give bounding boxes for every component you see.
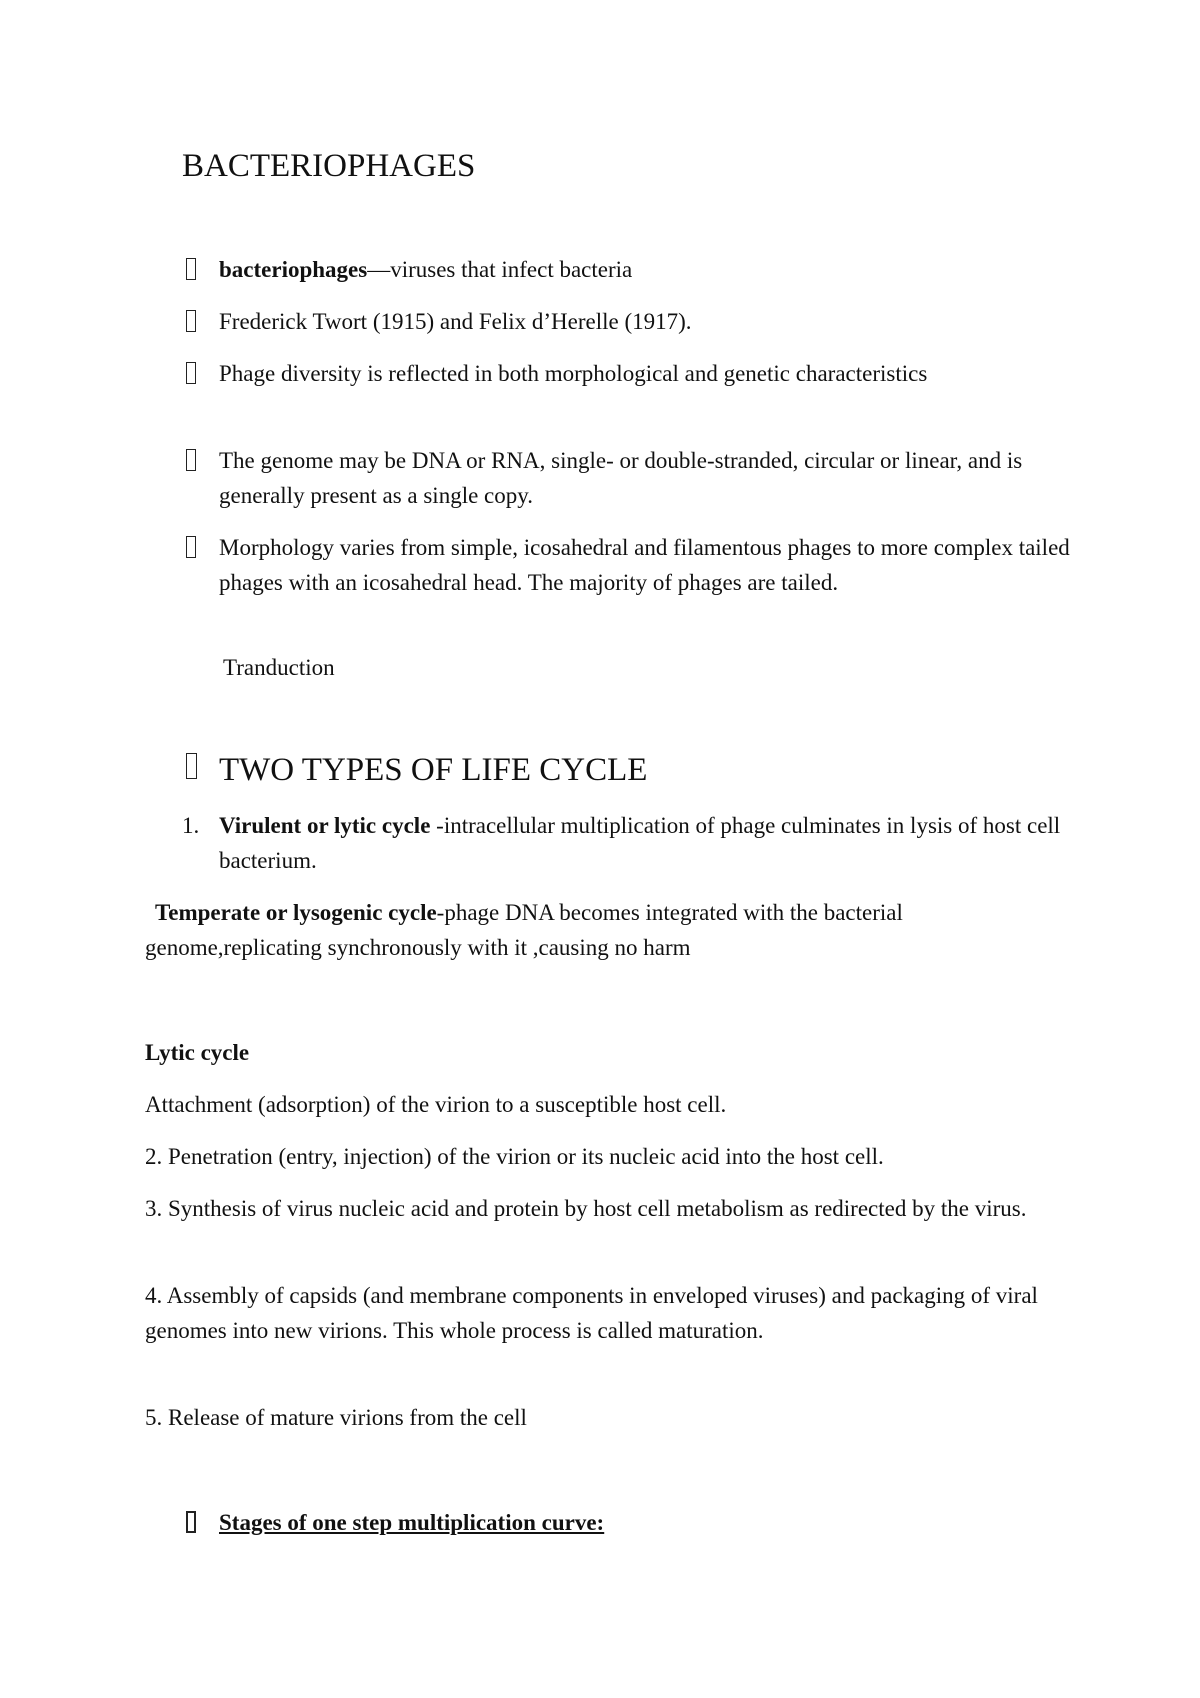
bullet-item: The genome may be DNA or RNA, single- or double-stranded, circular or linear, and is generally present as a single copy. <box>219 448 1023 508</box>
lytic-step: 3. Synthesis of virus nucleic acid and protein by host cell metabolism as redirected by the virus. <box>145 1196 1027 1221</box>
bullet-icon <box>186 752 210 787</box>
list-number: 1. <box>182 813 200 838</box>
document-title: BACTERIOPHAGES <box>182 148 476 184</box>
bullet-item: Phage diversity is reflected in both morphological and genetic characteristics <box>219 361 928 386</box>
bullet-icon <box>186 1505 210 1540</box>
stages-heading <box>219 1505 1079 1540</box>
bullet-icon <box>186 443 210 478</box>
bullet-item: Morphology varies from simple, icosahedral and filamentous phages to more complex tailed phages with an icosahedral head. The majority of phages are tailed. <box>219 535 1070 595</box>
cycle-item <box>145 895 1085 965</box>
bullet-icon <box>186 530 210 565</box>
bullet-icon <box>186 356 210 391</box>
lytic-step: 4. Assembly of capsids (and membrane components in enveloped viruses) and packaging of viral genomes into new virions. This whole process is called maturation. <box>145 1283 1038 1343</box>
life-cycle-heading: TWO TYPES OF LIFE CYCLE <box>219 752 648 788</box>
lytic-step: 5. Release of mature virions from the cell <box>145 1405 527 1430</box>
bullet-bold: bacteriophages <box>219 257 368 282</box>
cycle-bold: Temperate or lysogenic cycle <box>155 900 437 925</box>
cycle-item <box>219 808 1079 878</box>
bullet-item: Frederick Twort (1915) and Felix d’Herelle (1917). <box>219 309 692 334</box>
bullet-text: —viruses that infect bacteria <box>367 257 633 282</box>
cycle-text: -intracellular multiplication of phage culminates in lysis of host cell bacterium. <box>219 813 1061 873</box>
bullet-item <box>219 252 1079 287</box>
stages-heading-text: Stages of one step multiplication curve: <box>219 1510 605 1535</box>
lytic-step: Attachment (adsorption) of the virion to a susceptible host cell. <box>145 1092 727 1117</box>
cycle-bold: Virulent or lytic cycle <box>219 813 431 838</box>
lytic-step: 2. Penetration (entry, injection) of the virion or its nucleic acid into the host cell. <box>145 1144 884 1169</box>
lytic-heading: Lytic cycle <box>145 1040 250 1065</box>
bullet-icon <box>186 252 210 287</box>
bullet-icon <box>186 304 210 339</box>
cycle-text: -phage DNA becomes integrated with the bacterial genome,replicating synchronously with it ,causing no harm <box>145 900 903 960</box>
tranduction-label: Tranduction <box>223 655 335 680</box>
